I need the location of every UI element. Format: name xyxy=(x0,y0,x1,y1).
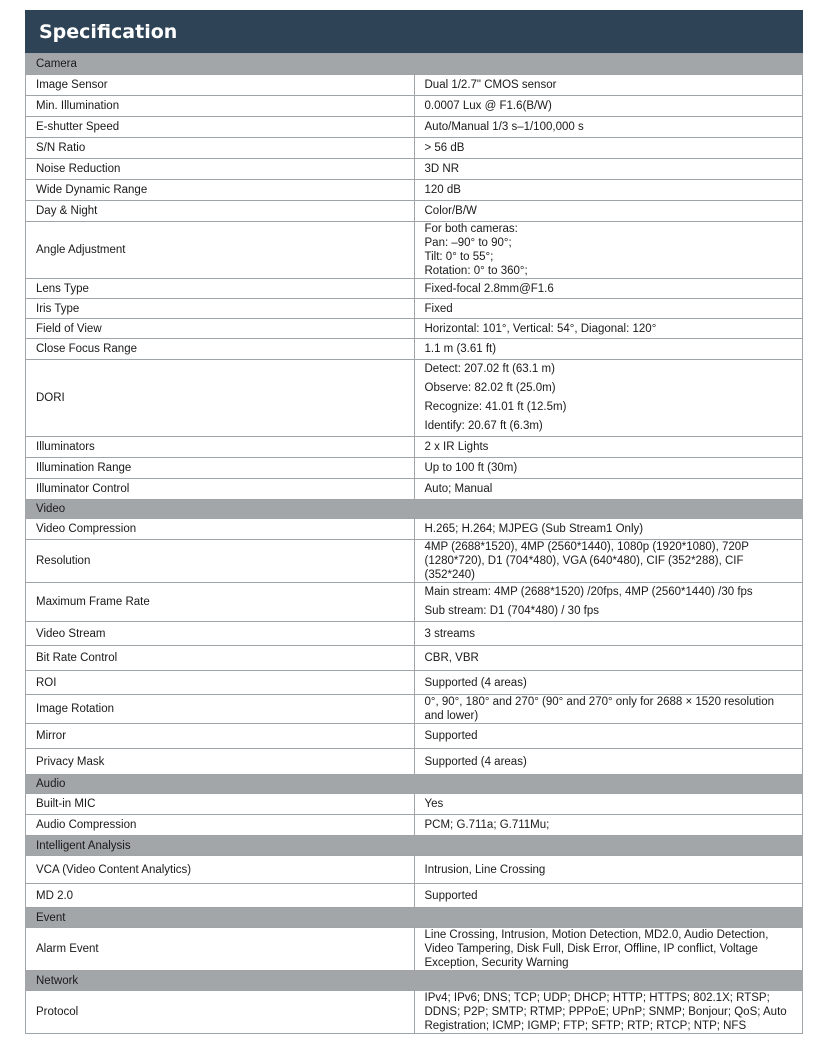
spec-value xyxy=(414,360,803,437)
spec-value-line: Auto; Manual xyxy=(424,483,493,495)
spec-label: Day & Night xyxy=(26,201,415,222)
spec-value-line: 4MP (2688*1520), 4MP (2560*1440), 1080p (1920*1080), 720P (1280*720), D1 (704*480), VGA (640*480), CIF (352*288), CIF (352*240) xyxy=(424,541,749,581)
spec-value xyxy=(414,724,803,749)
spec-value xyxy=(414,519,803,540)
spec-row xyxy=(26,794,803,815)
spec-value xyxy=(414,646,803,671)
spec-value-line: Main stream: 4MP (2688*1520) /20fps, 4MP (2560*1440) /30 fps xyxy=(424,586,753,598)
spec-value-line: CBR, VBR xyxy=(424,652,479,664)
spec-value xyxy=(414,159,803,180)
spec-value-line: Rotation: 0° to 360°; xyxy=(424,265,528,277)
spec-value xyxy=(414,96,803,117)
spec-row xyxy=(26,583,803,622)
spec-value-line: 2 x IR Lights xyxy=(424,441,489,453)
spec-value-line: 3 streams xyxy=(424,627,475,640)
spec-value xyxy=(414,458,803,479)
spec-value-line: Up to 100 ft (30m) xyxy=(424,462,518,474)
spec-value-line: Color/B/W xyxy=(424,205,477,217)
spec-value-line: 1.1 m (3.61 ft) xyxy=(424,343,497,355)
spec-label: Image Rotation xyxy=(26,695,415,724)
spec-label: Built-in MIC xyxy=(26,794,415,815)
spec-row xyxy=(26,856,803,884)
spec-value xyxy=(414,479,803,500)
section-title: Audio xyxy=(26,775,803,794)
spec-label: Noise Reduction xyxy=(26,159,415,180)
spec-row xyxy=(26,180,803,201)
spec-value-line: 0.0007 Lux @ F1.6(B/W) xyxy=(424,100,552,112)
spec-value xyxy=(414,117,803,138)
spec-label: Maximum Frame Rate xyxy=(26,583,415,622)
section-header xyxy=(26,54,803,75)
spec-row xyxy=(26,299,803,319)
spec-value xyxy=(414,856,803,884)
spec-label: Bit Rate Control xyxy=(26,646,415,671)
spec-value xyxy=(414,622,803,646)
spec-label: Video Compression xyxy=(26,519,415,540)
spec-row xyxy=(26,622,803,646)
spec-value-line: Dual 1/2.7" CMOS sensor xyxy=(424,79,557,91)
spec-row xyxy=(26,991,803,1034)
spec-value-line: Tilt: 0° to 55°; xyxy=(424,251,494,263)
spec-row xyxy=(26,75,803,96)
spec-value xyxy=(414,299,803,319)
spec-row xyxy=(26,360,803,437)
spec-value-line: Sub stream: D1 (704*480) / 30 fps xyxy=(424,605,600,617)
spec-row xyxy=(26,458,803,479)
spec-value xyxy=(414,695,803,724)
spec-label: ROI xyxy=(26,671,415,695)
spec-value xyxy=(414,583,803,622)
page-title: Specification xyxy=(25,10,803,53)
spec-label: Mirror xyxy=(26,724,415,749)
section-header xyxy=(26,775,803,794)
spec-value-line: Supported (4 areas) xyxy=(424,676,527,689)
spec-value-line: Identify: 20.67 ft (6.3m) xyxy=(424,420,543,432)
spec-label: Field of View xyxy=(26,319,415,339)
spec-value-line: Detect: 207.02 ft (63.1 m) xyxy=(424,363,555,375)
spec-value xyxy=(414,884,803,908)
spec-value-line: Supported (4 areas) xyxy=(424,755,527,768)
spec-row xyxy=(26,319,803,339)
spec-value xyxy=(414,222,803,279)
spec-value-line: Auto/Manual 1/3 s–1/100,000 s xyxy=(424,121,584,133)
spec-value-line: Supported xyxy=(424,730,478,742)
spec-row xyxy=(26,928,803,971)
spec-value xyxy=(414,671,803,695)
spec-label: S/N Ratio xyxy=(26,138,415,159)
spec-value xyxy=(414,540,803,583)
spec-value xyxy=(414,437,803,458)
spec-value-line: 3D NR xyxy=(424,163,460,175)
spec-row xyxy=(26,884,803,908)
section-title: Event xyxy=(26,908,803,928)
spec-value-line: Pan: –90° to 90°; xyxy=(424,237,512,249)
spec-label: Illuminator Control xyxy=(26,479,415,500)
spec-row xyxy=(26,540,803,583)
spec-value xyxy=(414,279,803,299)
section-header xyxy=(26,836,803,856)
section-title: Video xyxy=(26,500,803,519)
spec-row xyxy=(26,671,803,695)
spec-label: Illumination Range xyxy=(26,458,415,479)
spec-label: Min. Illumination xyxy=(26,96,415,117)
spec-value-line: PCM; G.711a; G.711Mu; xyxy=(424,819,550,831)
section-title: Camera xyxy=(26,54,803,75)
spec-label: Resolution xyxy=(26,540,415,583)
spec-value xyxy=(414,201,803,222)
spec-value-line: Horizontal: 101°, Vertical: 54°, Diagonal: 120° xyxy=(424,322,657,335)
spec-value-line: Yes xyxy=(424,798,444,810)
spec-value-line: 120 dB xyxy=(424,184,461,196)
spec-value-line: For both cameras: xyxy=(424,223,518,235)
spec-label: Iris Type xyxy=(26,299,415,319)
spec-row xyxy=(26,749,803,775)
spec-value-line: Line Crossing, Intrusion, Motion Detection, MD2.0, Audio Detection, Video Tampering, Disk Full, Disk Error, Offline, IP conflict, Voltage Exception, Security Warning xyxy=(424,929,769,969)
spec-label: Alarm Event xyxy=(26,928,415,971)
spec-label: MD 2.0 xyxy=(26,884,415,908)
spec-row xyxy=(26,159,803,180)
spec-value-line: Fixed xyxy=(424,302,453,315)
spec-value xyxy=(414,180,803,201)
spec-value xyxy=(414,75,803,96)
spec-table xyxy=(25,53,803,1034)
spec-value xyxy=(414,928,803,971)
spec-value xyxy=(414,339,803,360)
spec-row xyxy=(26,138,803,159)
spec-label: VCA (Video Content Analytics) xyxy=(26,856,415,884)
spec-value xyxy=(414,138,803,159)
spec-label: E-shutter Speed xyxy=(26,117,415,138)
spec-value-line: H.265; H.264; MJPEG (Sub Stream1 Only) xyxy=(424,523,644,535)
spec-label: Lens Type xyxy=(26,279,415,299)
spec-row xyxy=(26,96,803,117)
spec-value-line: > 56 dB xyxy=(424,142,465,154)
spec-label: Protocol xyxy=(26,991,415,1034)
section-header xyxy=(26,500,803,519)
spec-value-line: Intrusion, Line Crossing xyxy=(424,863,546,876)
spec-value xyxy=(414,794,803,815)
spec-row xyxy=(26,724,803,749)
spec-row xyxy=(26,646,803,671)
spec-value-line: Fixed-focal 2.8mm@F1.6 xyxy=(424,282,554,295)
spec-label: Angle Adjustment xyxy=(26,222,415,279)
spec-label: Illuminators xyxy=(26,437,415,458)
spec-row xyxy=(26,437,803,458)
spec-label: Close Focus Range xyxy=(26,339,415,360)
spec-row xyxy=(26,201,803,222)
section-title: Network xyxy=(26,971,803,991)
spec-value-line: Recognize: 41.01 ft (12.5m) xyxy=(424,401,567,413)
spec-row xyxy=(26,279,803,299)
spec-label: Wide Dynamic Range xyxy=(26,180,415,201)
spec-row xyxy=(26,339,803,360)
section-title: Intelligent Analysis xyxy=(26,836,803,856)
spec-sheet xyxy=(25,10,803,1034)
spec-value-line: Observe: 82.02 ft (25.0m) xyxy=(424,382,556,394)
spec-row xyxy=(26,117,803,138)
spec-value xyxy=(414,991,803,1034)
spec-row xyxy=(26,695,803,724)
spec-value-line: IPv4; IPv6; DNS; TCP; UDP; DHCP; HTTP; HTTPS; 802.1X; RTSP; DDNS; P2P; SMTP; RTMP; PPPoE; UPnP; SNMP; Bonjour; QoS; Auto Registration; ICMP; IGMP; FTP; SFTP; RTP; RTCP; NTP; NFS xyxy=(424,992,787,1032)
section-header xyxy=(26,971,803,991)
spec-label: Audio Compression xyxy=(26,815,415,836)
spec-label: Image Sensor xyxy=(26,75,415,96)
spec-value xyxy=(414,319,803,339)
spec-value-line: 0°, 90°, 180° and 270° (90° and 270° only for 2688 × 1520 resolution and lower) xyxy=(424,696,775,722)
section-header xyxy=(26,908,803,928)
spec-row xyxy=(26,479,803,500)
spec-label: Video Stream xyxy=(26,622,415,646)
spec-row xyxy=(26,519,803,540)
spec-row xyxy=(26,222,803,279)
spec-label: Privacy Mask xyxy=(26,749,415,775)
spec-label: DORI xyxy=(26,360,415,437)
spec-value xyxy=(414,749,803,775)
spec-value xyxy=(414,815,803,836)
spec-row xyxy=(26,815,803,836)
spec-value-line: Supported xyxy=(424,889,478,902)
